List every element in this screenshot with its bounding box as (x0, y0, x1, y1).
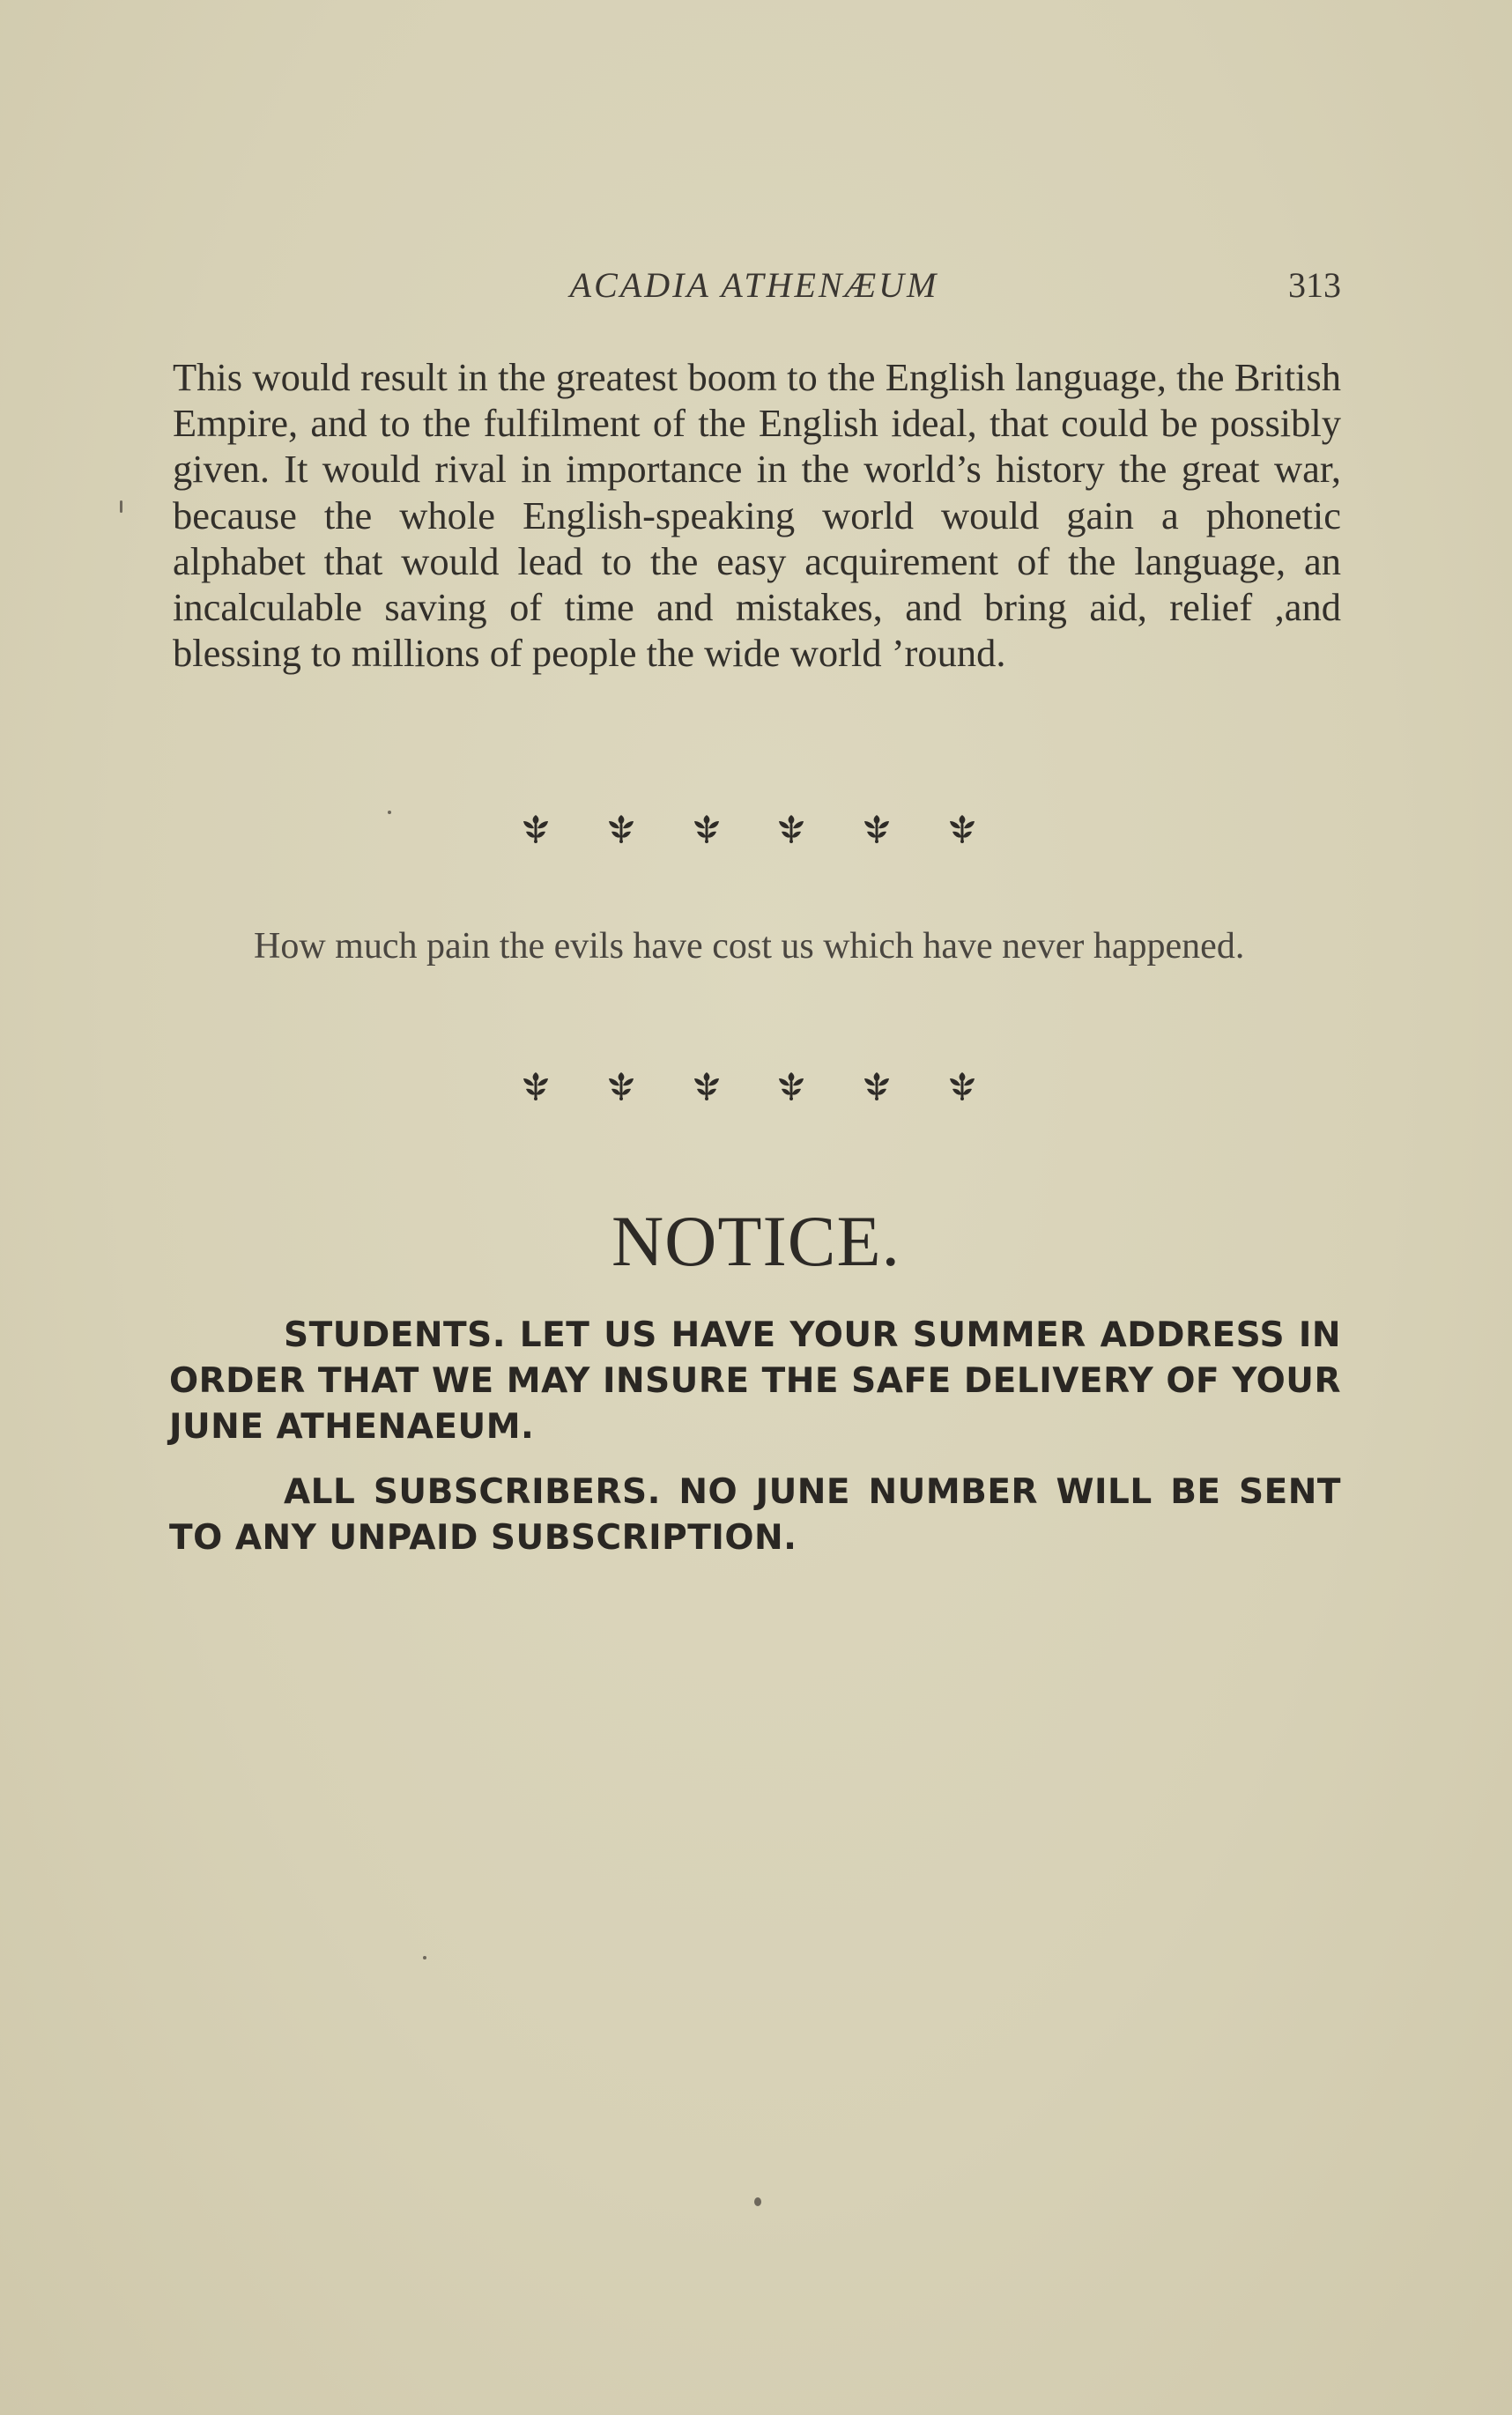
quote-paragraph (173, 923, 1341, 970)
paper-speck (388, 811, 391, 814)
notice-title: NOTICE. (611, 1201, 901, 1281)
notice-students (169, 1313, 1341, 1450)
fleuron-icon (691, 812, 723, 844)
page-number: 313 (1288, 265, 1341, 305)
notice-students-text: STUDENTS. LET US HAVE YOUR SUMMER ADDRESS IN ORDER THAT WE MAY INSURE THE SAFE DELIVERY OF YOUR JUNE ATHENAEUM. (169, 1315, 1341, 1447)
fleuron-icon (861, 1070, 893, 1101)
quote-text: How much pain the evils have cost us which have never happened. (254, 926, 1245, 967)
fleuron-icon (946, 812, 978, 844)
fleuron-icon (605, 812, 637, 844)
fleuron-icon (520, 1070, 552, 1101)
paper-speck (423, 1956, 426, 1959)
fleuron-icon (691, 1070, 723, 1101)
running-title: ACADIA ATHENÆUM (569, 265, 939, 305)
main-paragraph-text: This would result in the greatest boom to the English language, the British Empire, and to the fulfilment of the English ideal, that could be possibly given. It would rival in importance in the world’s history the great war, because the whole English-speaking world would gain a phonetic alphabet that would lead to the easy acquirement of the language, an incalculable saving of time and mistakes, and bring aid, relief ,and blessing to millions of people the wide world ’round. (173, 355, 1341, 676)
notice-subscribers (169, 1470, 1341, 1561)
fleuron-icon (605, 1070, 637, 1101)
fleuron-icon (520, 812, 552, 844)
paper-speck (120, 500, 122, 513)
fleuron-icon (775, 812, 807, 844)
running-head (167, 264, 1341, 317)
fleuron-icon (946, 1070, 978, 1101)
fleuron-icon (775, 1070, 807, 1101)
paper-speck (754, 2197, 761, 2206)
notice-subscribers-text: ALL SUBSCRIBERS. NO JUNE NUMBER WILL BE SENT TO ANY UNPAID SUBSCRIPTION. (169, 1472, 1341, 1558)
ornament-row-bottom (520, 1070, 978, 1101)
ornament-row-top (520, 812, 978, 844)
main-paragraph (173, 354, 1341, 676)
fleuron-icon (861, 812, 893, 844)
